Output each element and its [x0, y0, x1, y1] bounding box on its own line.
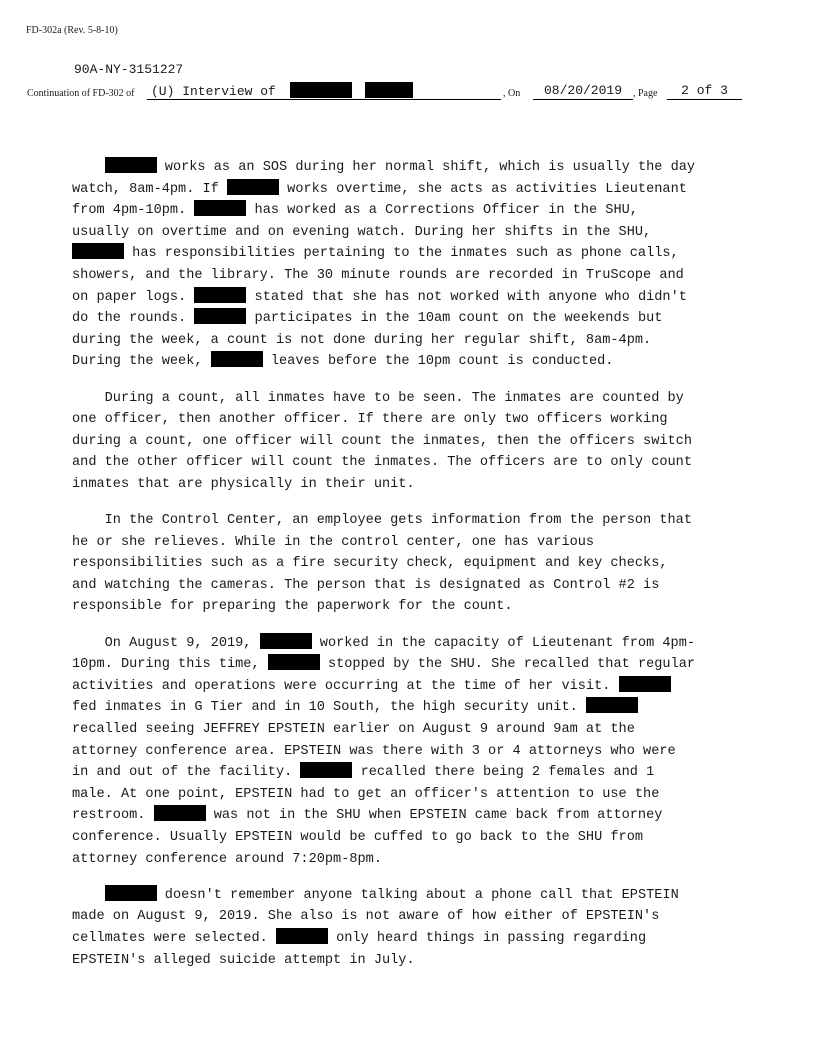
paragraph — [72, 633, 744, 871]
continuation-label: Continuation of FD-302 of — [27, 88, 135, 99]
date-field: 08/20/2019 — [533, 82, 633, 100]
redaction-box — [619, 676, 671, 692]
text-line — [72, 157, 744, 179]
text-segment: do the rounds. — [72, 311, 195, 327]
redaction-box — [72, 243, 124, 259]
text-segment: and the other officer will count the inmates. The officers are to only count — [72, 455, 692, 471]
text-segment: During the week, — [72, 354, 211, 370]
redaction-box — [105, 885, 157, 901]
text-line — [72, 928, 744, 950]
text-segment: made on August 9, 2019. She also is not aware of how either of EPSTEIN's — [72, 909, 660, 925]
text-line — [72, 243, 744, 265]
text-line — [72, 308, 744, 330]
text-line — [72, 762, 744, 784]
text-segment: usually on overtime and on evening watch. During her shifts in the SHU, — [72, 224, 652, 240]
paragraph — [72, 885, 744, 971]
text-segment: EPSTEIN's alleged suicide attempt in July. — [72, 952, 415, 968]
text-segment: conference. Usually EPSTEIN would be cuffed to go back to the SHU from — [72, 830, 644, 845]
text-segment: leaves before the 10pm count is conducted. — [262, 354, 614, 370]
text-line — [72, 330, 744, 352]
page-field: 2 of 3 — [667, 82, 742, 100]
text-segment: cellmates were selected. — [72, 930, 276, 946]
redaction-box — [194, 308, 246, 324]
text-segment — [72, 160, 105, 175]
redaction-box — [194, 200, 246, 216]
text-segment: 10pm. During this time, — [72, 657, 268, 673]
continuation-row — [27, 82, 767, 104]
text-line — [72, 351, 744, 373]
text-segment: he or she relieves. While in the control center, one has various — [72, 534, 595, 550]
text-segment: doesn't remember anyone talking about a phone call that EPSTEIN — [156, 887, 679, 903]
text-line — [72, 431, 744, 453]
text-line — [72, 452, 744, 474]
text-segment: works as an SOS during her normal shift, which is usually the day — [156, 160, 696, 175]
text-segment: responsibilities such as a fire security check, equipment and key checks, — [72, 556, 668, 572]
text-line — [72, 805, 744, 827]
document-body — [72, 157, 744, 986]
text-line — [72, 950, 744, 972]
text-line — [72, 906, 744, 928]
text-segment: and watching the cameras. The person that is designated as Control #2 is — [72, 577, 660, 593]
text-segment: fed inmates in G Tier and in 10 South, the high security unit. — [72, 700, 586, 716]
text-segment: stated that she has not worked with anyone who didn't — [246, 289, 687, 305]
text-segment: inmates that are physically in their unit. — [72, 476, 415, 492]
text-segment: During a count, all inmates have to be seen. The inmates are counted by — [72, 390, 684, 406]
text-segment: showers, and the library. The 30 minute rounds are recorded in TruScope and — [72, 267, 684, 283]
text-segment: On August 9, 2019, — [72, 635, 260, 651]
text-line — [72, 575, 744, 597]
text-line — [72, 827, 744, 849]
redaction-box — [260, 633, 312, 649]
text-segment: recalled there being 2 females and 1 — [352, 765, 655, 781]
text-line — [72, 719, 744, 741]
text-segment: responsible for preparing the paperwork for the count. — [72, 599, 513, 615]
text-line — [72, 532, 744, 554]
text-line — [72, 654, 744, 676]
text-segment: watch, 8am-4pm. If — [72, 181, 227, 197]
text-line — [72, 200, 744, 222]
text-segment: In the Control Center, an employee gets information from the person that — [72, 513, 692, 529]
text-line — [72, 510, 744, 532]
text-segment: activities and operations were occurring at the time of her visit. — [72, 678, 619, 694]
text-segment: one officer, then another officer. If there are only two officers working — [72, 412, 668, 428]
redaction-box — [227, 179, 279, 195]
paragraph — [72, 157, 744, 373]
text-segment: from 4pm-10pm. — [72, 203, 195, 219]
text-line — [72, 633, 744, 655]
text-segment: only heard things in passing regarding — [327, 930, 647, 946]
text-line — [72, 388, 744, 410]
text-line — [72, 222, 744, 244]
text-segment: recalled seeing JEFFREY EPSTEIN earlier on August 9 around 9am at the — [72, 722, 635, 738]
text-line — [72, 179, 744, 201]
redaction-box — [300, 762, 352, 778]
text-line — [72, 849, 744, 871]
redaction-box — [211, 351, 263, 367]
text-segment: stopped by the SHU. She recalled that regular — [319, 657, 696, 673]
text-segment: male. At one point, EPSTEIN had to get an officer's attention to use the — [72, 786, 660, 802]
text-segment — [72, 888, 105, 903]
text-segment: attorney conference area. EPSTEIN was there with 3 or 4 attorneys who were — [72, 743, 676, 759]
redaction-box — [268, 654, 320, 670]
text-segment: has worked as a Corrections Officer in the SHU, — [246, 203, 638, 219]
page-label: , Page — [633, 88, 658, 99]
redaction-box — [276, 928, 328, 944]
text-segment: in and out of the facility. — [72, 765, 301, 781]
text-segment: worked in the capacity of Lieutenant from 4pm- — [311, 635, 696, 651]
form-identifier: FD-302a (Rev. 5-8-10) — [26, 25, 118, 36]
text-segment: during the week, a count is not done during her regular shift, 8am-4pm. — [72, 332, 652, 348]
subject-text: (U) Interview of — [151, 84, 276, 99]
text-line — [72, 409, 744, 431]
text-segment: on paper logs. — [72, 289, 195, 305]
paragraph — [72, 510, 744, 618]
text-segment: during a count, one officer will count the inmates, then the officers switch — [72, 433, 692, 449]
text-line — [72, 697, 744, 719]
paragraph — [72, 388, 744, 496]
redaction-box — [154, 805, 206, 821]
redaction-box — [105, 157, 157, 173]
text-line — [72, 553, 744, 575]
text-line — [72, 784, 744, 806]
text-segment: attorney conference around 7:20pm-8pm. — [72, 851, 382, 867]
text-segment: participates in the 10am count on the weekends but — [246, 311, 663, 327]
text-line — [72, 265, 744, 287]
text-line — [72, 741, 744, 763]
subject-field — [147, 82, 501, 100]
text-segment: has responsibilities pertaining to the inmates such as phone calls, — [124, 246, 679, 262]
text-line — [72, 474, 744, 496]
on-label: , On — [503, 88, 521, 99]
text-segment: works overtime, she acts as activities Lieutenant — [279, 181, 687, 197]
redaction-box — [194, 287, 246, 303]
text-segment: restroom. — [72, 808, 154, 824]
redaction-box — [365, 82, 413, 98]
text-segment: was not in the SHU when EPSTEIN came back from attorney — [205, 808, 663, 824]
redaction-box — [586, 697, 638, 713]
text-line — [72, 885, 744, 907]
redaction-box — [290, 82, 352, 98]
text-line — [72, 596, 744, 618]
file-number: 90A-NY-3151227 — [74, 62, 184, 77]
text-line — [72, 676, 744, 698]
text-line — [72, 287, 744, 309]
